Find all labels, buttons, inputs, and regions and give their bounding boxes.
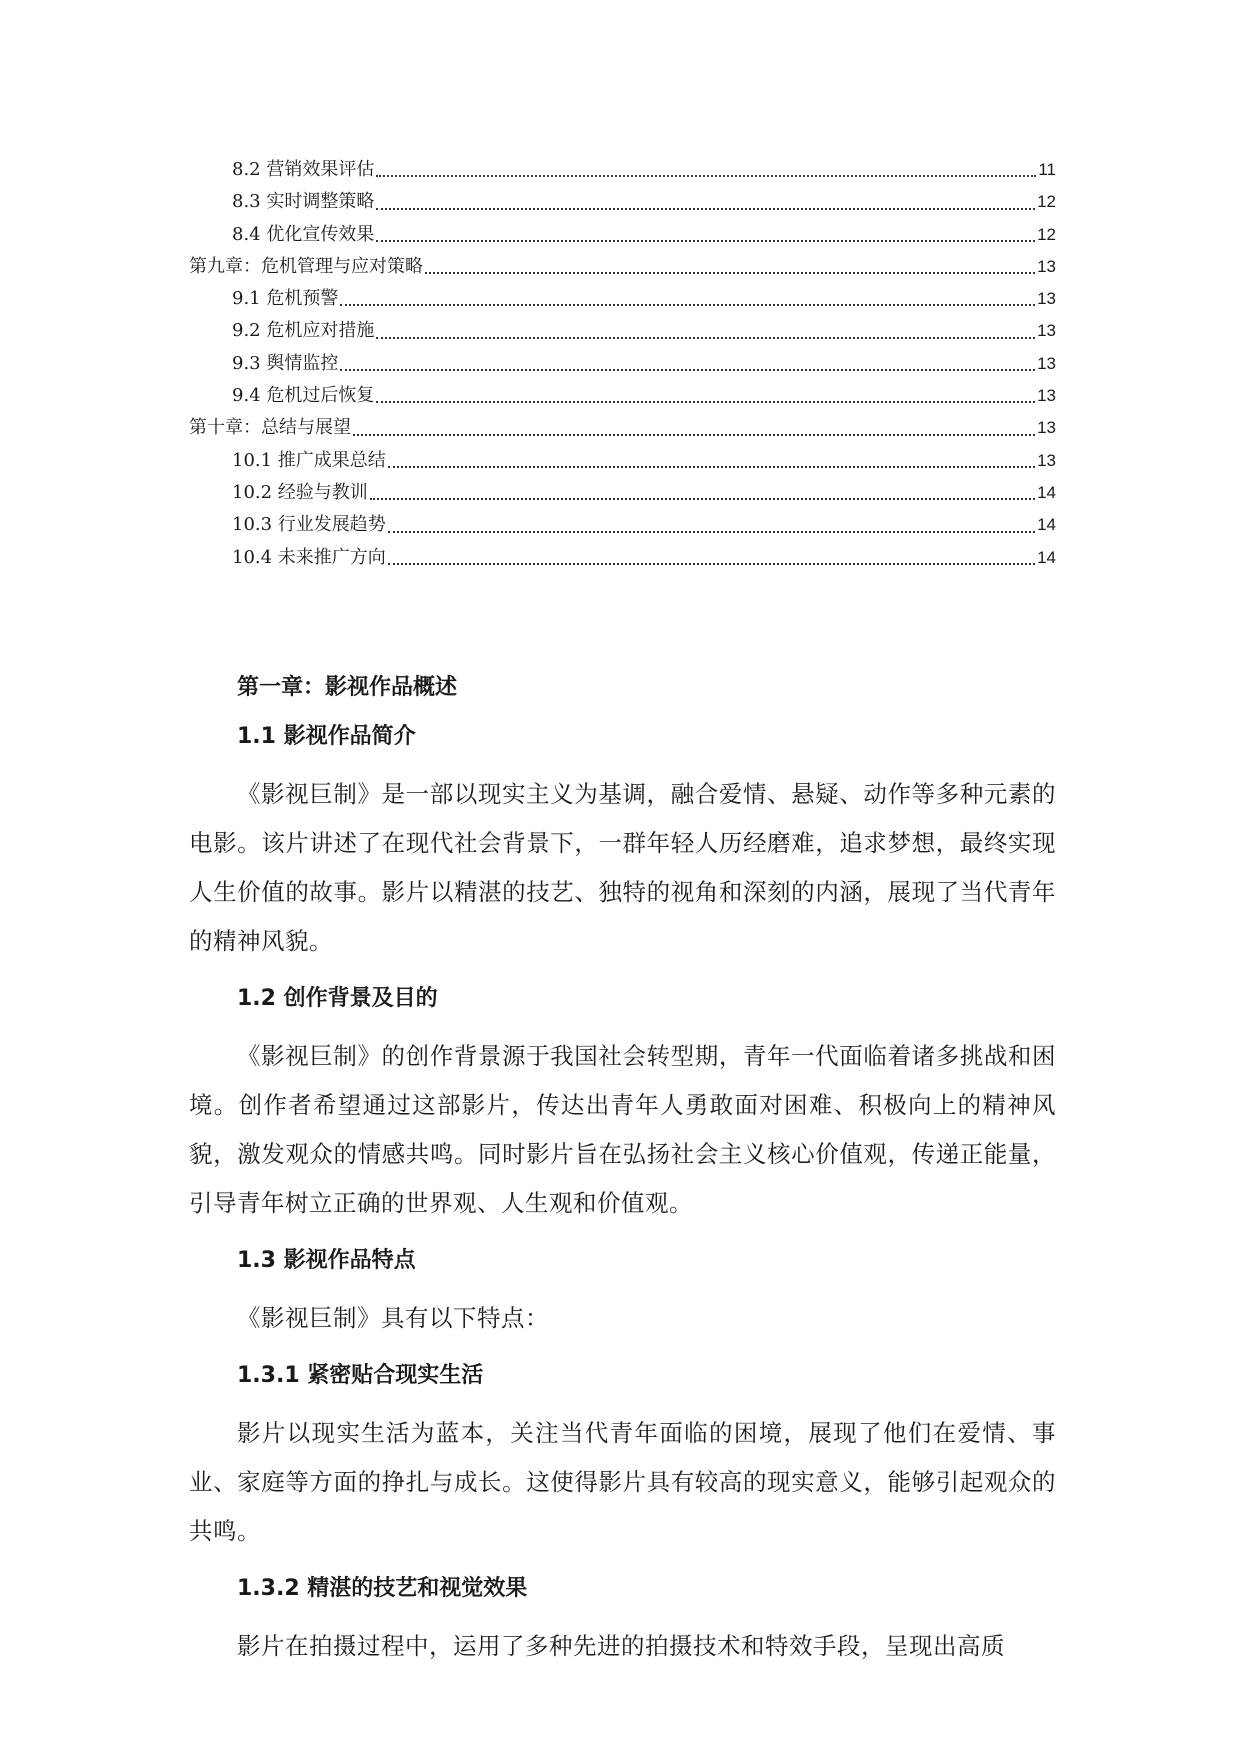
toc-entry-title: 9.1 危机预警 [232, 288, 339, 310]
toc-dot-leader [376, 175, 1036, 177]
toc-page-number: 12 [1037, 192, 1056, 212]
toc-entry-title: 8.3 实时调整策略 [232, 191, 375, 213]
toc-dot-leader [388, 466, 1035, 468]
toc-dot-leader [353, 434, 1035, 436]
section-heading: 1.3 影视作品特点 [237, 1248, 416, 1273]
toc-page-number: 13 [1037, 353, 1056, 373]
section-heading: 1.3.2 精湛的技艺和视觉效果 [237, 1576, 528, 1601]
toc-page-number: 14 [1037, 547, 1056, 567]
toc-page-number: 11 [1038, 160, 1056, 179]
body-paragraph: 《影视巨制》具有以下特点： [237, 1304, 549, 1332]
toc-page-number: 13 [1037, 289, 1056, 309]
toc-entry[interactable] [189, 445, 1056, 477]
toc-dot-leader [376, 337, 1035, 339]
toc-dot-leader [376, 401, 1035, 403]
toc-entry-title: 9.2 危机应对措施 [232, 320, 375, 342]
toc-dot-leader [376, 208, 1035, 210]
toc-page-number: 12 [1037, 224, 1056, 244]
toc-entry-title: 9.4 危机过后恢复 [232, 385, 375, 407]
body-paragraph: 影片在拍摄过程中，运用了多种先进的拍摄技术和特效手段，呈现出高质 [237, 1632, 1005, 1660]
toc-entry[interactable] [189, 283, 1056, 315]
toc-dot-leader [370, 498, 1035, 500]
toc-dot-leader [376, 240, 1035, 242]
section-heading: 1.3.1 紧密贴合现实生活 [237, 1363, 484, 1388]
section-heading: 1.2 创作背景及目的 [237, 986, 438, 1011]
body-paragraph: 《影视巨制》的创作背景源于我国社会转型期，青年一代面临着诸多挑战和困境。创作者希望通过这部影片，传达出青年人勇敢面对困难、积极向上的精神风貌，激发观众的情感共鸣。同时影片旨在弘扬社会主义核心价值观，传递正能量，引导青年树立正确的世界观、人生观和价值观。 [189, 1042, 1056, 1217]
table-of-contents [189, 154, 1056, 574]
body-paragraph: 《影视巨制》是一部以现实主义为基调，融合爱情、悬疑、动作等多种元素的电影。该片讲述了在现代社会背景下，一群年轻人历经磨难，追求梦想，最终实现人生价值的故事。影片以精湛的技艺、独特的视角和深刻的内涵，展现了当代青年的精神风貌。 [189, 780, 1056, 955]
toc-dot-leader [340, 369, 1035, 371]
toc-entry[interactable] [189, 315, 1056, 347]
toc-entry-title: 第十章：总结与展望 [189, 417, 351, 439]
toc-page-number: 14 [1037, 515, 1056, 535]
section-heading: 1.1 影视作品简介 [237, 724, 416, 749]
toc-page-number: 13 [1037, 450, 1056, 470]
toc-entry[interactable] [189, 380, 1056, 412]
toc-page-number: 13 [1037, 321, 1056, 341]
toc-entry-title: 第九章：危机管理与应对策略 [189, 255, 423, 277]
toc-entry-title: 10.3 行业发展趋势 [232, 514, 386, 536]
toc-entry-title: 10.4 未来推广方向 [232, 546, 386, 568]
toc-entry-title: 9.3 舆情监控 [232, 352, 339, 374]
toc-dot-leader [388, 531, 1035, 533]
toc-dot-leader [388, 563, 1035, 565]
toc-entry[interactable] [189, 542, 1056, 574]
toc-page-number: 13 [1037, 256, 1056, 276]
toc-page-number: 14 [1037, 482, 1056, 502]
toc-entry[interactable] [189, 509, 1056, 541]
toc-dot-leader [340, 304, 1035, 306]
toc-page-number: 13 [1037, 418, 1056, 438]
toc-dot-leader [425, 272, 1035, 274]
toc-entry-title: 10.2 经验与教训 [232, 481, 368, 503]
toc-entry-title: 8.2 营销效果评估 [232, 159, 375, 180]
toc-entry[interactable] [189, 477, 1056, 509]
body-paragraph: 影片以现实生活为蓝本，关注当代青年面临的困境，展现了他们在爱情、事业、家庭等方面的挣扎与成长。这使得影片具有较高的现实意义，能够引起观众的共鸣。 [189, 1419, 1056, 1545]
document-body [189, 672, 1056, 1688]
toc-entry-title: 10.1 推广成果总结 [232, 449, 386, 471]
toc-entry[interactable] [189, 251, 1056, 283]
toc-entry[interactable] [189, 412, 1056, 444]
toc-entry[interactable] [189, 154, 1056, 186]
toc-entry[interactable] [189, 219, 1056, 251]
toc-page-number: 13 [1037, 386, 1056, 406]
toc-entry[interactable] [189, 348, 1056, 380]
toc-entry-title: 8.4 优化宣传效果 [232, 223, 375, 245]
toc-entry[interactable] [189, 186, 1056, 218]
section-heading: 第一章：影视作品概述 [237, 675, 458, 700]
